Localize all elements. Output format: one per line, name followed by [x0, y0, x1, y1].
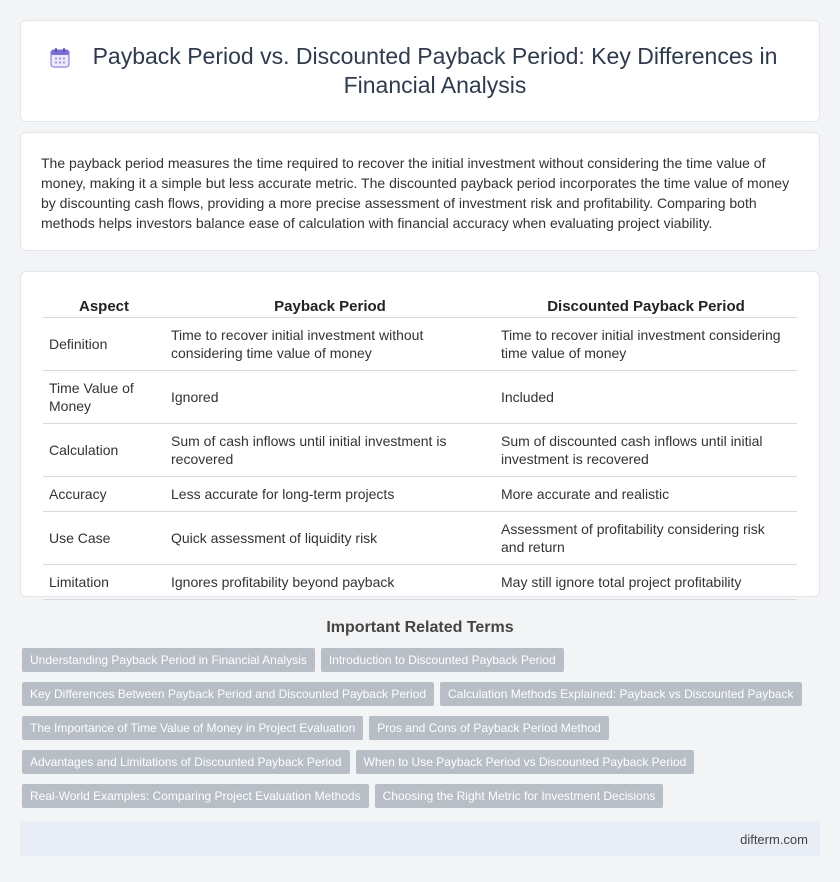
- related-term-link[interactable]: Real-World Examples: Comparing Project Evaluation Methods: [22, 784, 369, 808]
- table-cell-payback: Less accurate for long-term projects: [165, 477, 495, 512]
- related-term-link[interactable]: The Importance of Time Value of Money in Project Evaluation: [22, 716, 363, 740]
- table-row: [43, 477, 797, 512]
- table-cell-discounted: Included: [495, 371, 797, 424]
- table-cell-aspect: Calculation: [43, 424, 165, 477]
- table-header-discounted: Discounted Payback Period: [495, 292, 797, 318]
- related-term-link[interactable]: Key Differences Between Payback Period and Discounted Payback Period: [22, 682, 434, 706]
- related-term-link[interactable]: Advantages and Limitations of Discounted Payback Period: [22, 750, 350, 774]
- table-cell-payback: Time to recover initial investment without considering time value of money: [165, 318, 495, 371]
- related-term-link[interactable]: Calculation Methods Explained: Payback vs Discounted Payback: [440, 682, 802, 706]
- related-term-link[interactable]: When to Use Payback Period vs Discounted Payback Period: [356, 750, 695, 774]
- table-row: [43, 424, 797, 477]
- related-terms-list: [22, 648, 818, 808]
- page-title: Payback Period vs. Discounted Payback Period: Key Differences in Financial Analysis: [92, 43, 778, 98]
- comparison-table-card: [20, 271, 820, 597]
- related-term-link[interactable]: Pros and Cons of Payback Period Method: [369, 716, 608, 740]
- table-header-aspect: Aspect: [43, 292, 165, 318]
- table-cell-aspect: Definition: [43, 318, 165, 371]
- table-header-row: [43, 292, 797, 318]
- table-row: [43, 318, 797, 371]
- table-row: [43, 565, 797, 600]
- table-cell-aspect: Accuracy: [43, 477, 165, 512]
- table-cell-aspect: Time Value of Money: [43, 371, 165, 424]
- table-cell-discounted: Assessment of profitability considering risk and return: [495, 512, 797, 565]
- table-row: [43, 371, 797, 424]
- footer-site-link[interactable]: difterm.com: [740, 831, 808, 847]
- table-cell-aspect: Limitation: [43, 565, 165, 600]
- comparison-table: [43, 292, 797, 600]
- related-term-link[interactable]: Introduction to Discounted Payback Period: [321, 648, 564, 672]
- header-card: [20, 20, 820, 122]
- table-cell-discounted: May still ignore total project profitability: [495, 565, 797, 600]
- calendar-icon: [49, 47, 71, 69]
- intro-card: [20, 132, 820, 251]
- table-cell-aspect: Use Case: [43, 512, 165, 565]
- table-header-payback: Payback Period: [165, 292, 495, 318]
- table-row: [43, 512, 797, 565]
- table-cell-payback: Sum of cash inflows until initial investment is recovered: [165, 424, 495, 477]
- table-cell-discounted: Time to recover initial investment considering time value of money: [495, 318, 797, 371]
- related-term-link[interactable]: Choosing the Right Metric for Investment Decisions: [375, 784, 664, 808]
- table-cell-discounted: More accurate and realistic: [495, 477, 797, 512]
- footer: [20, 822, 820, 856]
- table-cell-payback: Ignored: [165, 371, 495, 424]
- related-terms-title: Important Related Terms: [326, 619, 514, 636]
- related-term-link[interactable]: Understanding Payback Period in Financial Analysis: [22, 648, 315, 672]
- table-cell-payback: Quick assessment of liquidity risk: [165, 512, 495, 565]
- table-cell-discounted: Sum of discounted cash inflows until initial investment is recovered: [495, 424, 797, 477]
- intro-paragraph: The payback period measures the time required to recover the initial investment without considering the time value of money, making it a simple but less accurate metric. The discounted payback period incorporates the time value of money by discounting cash flows, providing a more precise assessment of investment risk and profitability. Comparing both methods helps investors balance ease of calculation with financial accuracy when evaluating project viability.: [41, 155, 790, 231]
- table-cell-payback: Ignores profitability beyond payback: [165, 565, 495, 600]
